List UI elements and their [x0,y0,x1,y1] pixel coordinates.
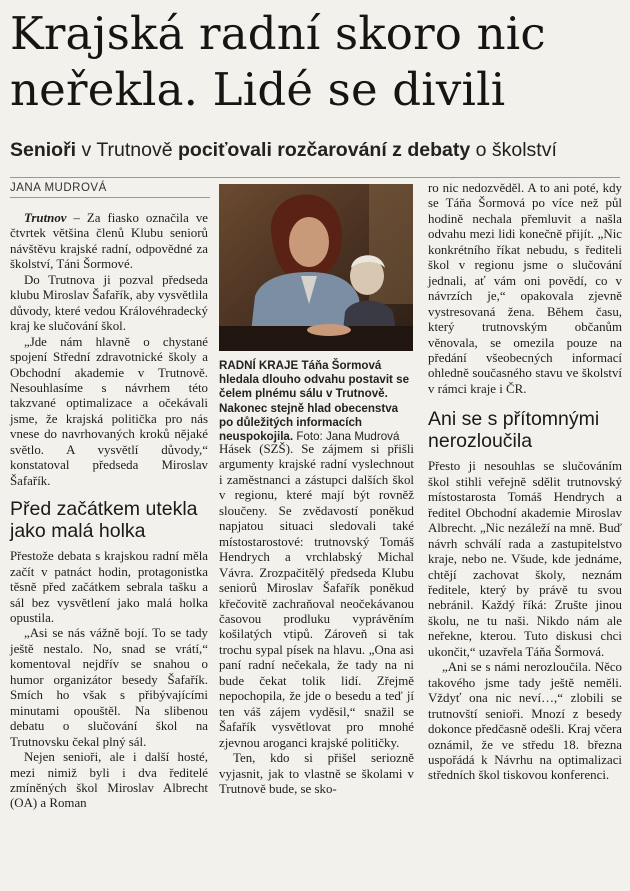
paragraph: Do Trutnova ji pozval předseda klubu Miroslav Šafařík, aby vysvětlila důvody, které vedou Královéhradecký kraj ke slučování škol. [10,272,208,334]
column-1 [10,211,208,812]
dateline-place: Trutnov [24,211,67,225]
subtitle-bold-1: Senioři [10,139,77,161]
subtitle-text-1: v Trutnově [76,139,178,161]
subtitle-bold-2: pociťovali rozčarování z debaty [178,139,471,161]
paragraph: „Asi se nás vážně bojí. To se tady ještě nestalo. No, snad se vrátí,“ komentoval nejdřív se snahou o humor organizátor besedy Šafařík. Smích ho však s přibývajícími minutami opouštěl. Na slibenou debatu o slučování škol na Trutnovsku čekal plný sál. [10,626,208,749]
photo-caption [219,359,414,444]
photo-illustration [219,184,413,351]
paragraph: Nejen senioři, ale i další hosté, mezi nimiž byli i dva ředitelé zmíněných škol Miroslav Albrecht (OA) a Roman [10,750,208,811]
headline: Krajská radní skoro nic neřekla. Lidé se divili [10,7,546,116]
paragraph-text: – Za fiasko označila ve čtvrtek většina členů Klubu seniorů návštěvu krajské radní, odpovědné za školství, Táni Šormové. [10,211,208,272]
paragraph: Přestože debata s krajskou radní měla začít v patnáct hodin, protagonistka těsně před začátkem sebrala tašku a sál bez vysvětlení jako malá holka opustila. [10,549,208,625]
divider [10,177,620,178]
paragraph: „Jde nám hlavně o chystané spojení Střední zdravotnické školy a Obchodní akademie v Trutnově. Nesouhlasíme s návrhem této takzvané optimalizace a očekávali jsme, že krajská politička pro nás vnese do navrhovaných kroků nějaké světlo. A vysvětlí důvody,“ konstatoval předseda Miroslav Šafařík. [10,334,208,488]
byline: JANA MUDROVÁ [10,182,210,198]
caption-lead: RADNÍ KRAJE [219,359,299,372]
photo [219,184,413,351]
paragraph: Hásek (SZŠ). Se zájmem si přišli argumenty krajské radní vyslechnout i zaměstnanci a zástupci dalších škol v regionu, které mají být rovněž sloučeny. Se zvědavostí poněkud napjatou situaci sledovali také místostarostové: trutnovský Tomáš Hendrych a vrchlabský Michal Vávra. Zrozpačitělý předseda Klubu seniorů Miroslav Šafařík poněkud křečovitě zachraňoval neočekávanou časovou prodluku vyprávěním košilatých vtipů. Zároveň si tak trochu sypal písek na hlavu. „Ona asi paní radní nečekala, že tady na ni bude čekat tolik lidí. Zřejmě nepochopila, že jde o besedu a teď jí ten váš zájem vyděsil,“ snažil se Šafařík vysvětlovat pro mnohé zjevnou aroganci krajské političky. [219,442,414,750]
paragraph: „Ani se s námi nerozloučila. Něco takového jsme tady ještě neměli. Vždyť ona nic neví…,“ zlobili se trutnovští senioři. Mnozí z besedy dokonce předčasně odešli. Kraj včera oznámil, že ve středu 18. března uspořádá k Návrhu na optimalizaci středních škol tiskovou konferenci. [428,660,622,783]
photo-credit: Foto: Jana Mudrová [293,430,400,444]
subheading-1: Před začátkem utekla jako malá holka [10,498,198,543]
paragraph: Přesto ji nesouhlas se slučováním škol stihli veřejně sdělit trutnovský místostarosta Tomáš Hendrych a ředitel Obchodní akademie Miroslav Albrecht. „Nic nezáleží na mně. Buď návrh schválí rada a zastupitelstvo kraje, nebo ne. Všude, kde jednáme, chtějí zachovat školy, neznám ředitele, který by právě tu svou nebránil. Každý říká: Zrušte jinou školu, ne tu naši. Nikdo nám ale neřekne, kterou. Tuto diskusi chci ukončit,“ uzavřela Táňa Šormová. [428,459,622,659]
subtitle-text-2: o školství [470,139,557,161]
caption-text: Táňa Šormová hledala dlouho odvahu postavit se čelem plnému sálu v Trutnově. Nakonec stejně hlad obecenstva po důležitých informacích neuspokojila. [219,359,410,444]
subtitle [10,138,625,162]
subheading-2: Ani se s přítomnými nerozloučila [428,408,600,453]
paragraph: Ten, kdo si přišel seriozně vyjasnit, jak to vlastně se školami v Trutnově bude, se sko- [219,751,414,796]
column-2 [219,442,414,797]
paragraph [10,211,208,273]
paragraph: ro nic nedozvěděl. A to ani poté, kdy se Táňa Šormová po více než půl hodině nechala přemluvit a našla odvahu mezi lidi konečně přijít. „Nic konkrétního říkat nebudu, s řediteli škol v regionu jsme o slučování jednali, ať vám oni povědí, co v návrzích je,“ opakovala zjevně vystresovaná žena. Během času, který trutnovským občanům věnovala, se omezila pouze na předání všeobecných informací ohledně současného stavu ve školství v rámci kraje i ČR. [428,181,622,396]
column-3 [428,181,622,784]
